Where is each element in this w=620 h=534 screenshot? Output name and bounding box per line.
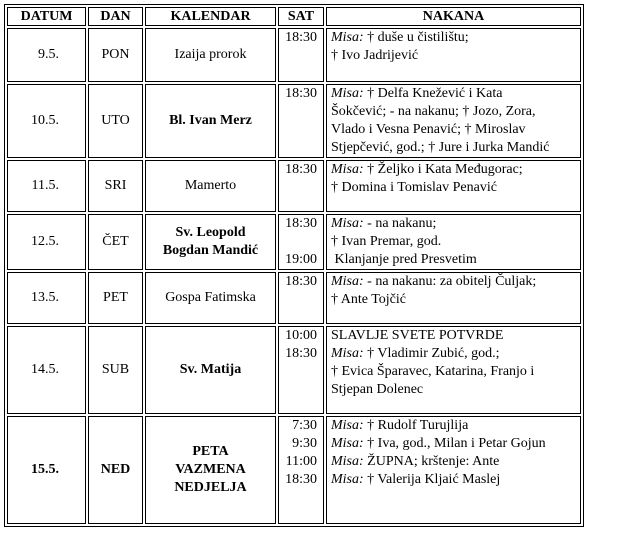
note-italic: Misa: bbox=[331, 274, 364, 289]
header-kalendar: KALENDAR bbox=[145, 7, 276, 26]
table-row bbox=[7, 326, 581, 414]
time-line: 18:30 bbox=[285, 162, 317, 177]
time-line: 10:00 bbox=[285, 328, 317, 343]
date-cell: 13.5. bbox=[7, 272, 86, 324]
note-line bbox=[331, 345, 577, 363]
note-text: † Domina i Tomislav Penavić bbox=[331, 180, 497, 195]
calendar-cell bbox=[145, 416, 276, 524]
time-line: 7:30 bbox=[292, 418, 317, 433]
notes-cell bbox=[326, 272, 581, 324]
note-italic: Misa: bbox=[331, 346, 364, 361]
time-line: 11:00 bbox=[285, 454, 317, 469]
notes-cell bbox=[326, 160, 581, 212]
note-line bbox=[331, 381, 577, 399]
note-line bbox=[331, 417, 577, 435]
note-italic: Misa: bbox=[331, 436, 364, 451]
calendar-cell bbox=[145, 326, 276, 414]
note-text: ŽUPNA; krštenje: Ante bbox=[363, 454, 500, 469]
header-nakana: NAKANA bbox=[326, 7, 581, 26]
time-cell bbox=[278, 326, 324, 414]
note-line bbox=[331, 47, 577, 65]
note-line bbox=[331, 251, 577, 269]
table-row bbox=[7, 272, 581, 324]
note-text: - na nakanu; bbox=[363, 216, 437, 231]
note-italic: Misa: bbox=[331, 216, 364, 231]
calendar-line: Izaija prorok bbox=[174, 47, 247, 62]
notes-cell bbox=[326, 214, 581, 270]
note-line bbox=[331, 103, 577, 121]
table-row bbox=[7, 416, 581, 524]
note-line bbox=[331, 291, 577, 309]
time-line: 18:30 bbox=[285, 472, 317, 487]
note-line bbox=[331, 327, 577, 345]
date-cell: 14.5. bbox=[7, 326, 86, 414]
notes-cell bbox=[326, 28, 581, 82]
time-line: 18:30 bbox=[285, 274, 317, 289]
table-row bbox=[7, 28, 581, 82]
date-cell: 11.5. bbox=[7, 160, 86, 212]
time-line: 19:00 bbox=[285, 252, 317, 267]
calendar-line: PETA bbox=[192, 444, 229, 459]
schedule-body bbox=[7, 28, 581, 524]
note-line bbox=[331, 233, 577, 251]
note-text: SLAVLJE SVETE POTVRDE bbox=[331, 328, 504, 343]
note-text: † Delfa Knežević i Kata bbox=[363, 86, 503, 101]
calendar-line: Sv. Leopold bbox=[175, 225, 246, 240]
calendar-cell bbox=[145, 214, 276, 270]
calendar-cell bbox=[145, 272, 276, 324]
schedule-table bbox=[4, 4, 584, 527]
note-text: † Željko i Kata Međugorac; bbox=[363, 162, 523, 177]
note-text: † Vladimir Zubić, god.; bbox=[363, 346, 500, 361]
note-italic: Misa: bbox=[331, 86, 364, 101]
note-italic: Misa: bbox=[331, 30, 364, 45]
time-cell bbox=[278, 28, 324, 82]
note-text: † duše u čistilištu; bbox=[363, 30, 469, 45]
note-line bbox=[331, 215, 577, 233]
calendar-line: Bogdan Mandić bbox=[162, 243, 259, 258]
date-cell: 9.5. bbox=[7, 28, 86, 82]
table-row bbox=[7, 84, 581, 158]
table-row bbox=[7, 160, 581, 212]
time-line: 9:30 bbox=[292, 436, 317, 451]
calendar-line: NEDJELJA bbox=[174, 480, 247, 495]
note-line bbox=[331, 29, 577, 47]
note-text: † Ante Tojčić bbox=[331, 292, 406, 307]
day-cell: UTO bbox=[88, 84, 143, 158]
calendar-cell bbox=[145, 160, 276, 212]
time-line: 18:30 bbox=[285, 346, 317, 361]
note-text: † Iva, god., Milan i Petar Gojun bbox=[363, 436, 546, 451]
header-datum: DATUM bbox=[7, 7, 86, 26]
day-cell: PON bbox=[88, 28, 143, 82]
table-row bbox=[7, 214, 581, 270]
note-text: Klanjanje pred Presvetim bbox=[331, 252, 477, 267]
time-cell bbox=[278, 84, 324, 158]
note-text: Stjepčević, god.; † Jure i Jurka Mandić bbox=[331, 140, 550, 155]
note-text: Vlado i Vesna Penavić; † Miroslav bbox=[331, 122, 526, 137]
note-italic: Misa: bbox=[331, 418, 364, 433]
header-dan: DAN bbox=[88, 7, 143, 26]
time-cell bbox=[278, 214, 324, 270]
date-cell: 15.5. bbox=[7, 416, 86, 524]
note-line bbox=[331, 363, 577, 381]
note-italic: Misa: bbox=[331, 162, 364, 177]
day-cell: SRI bbox=[88, 160, 143, 212]
note-italic: Misa: bbox=[331, 472, 364, 487]
note-line bbox=[331, 121, 577, 139]
day-cell: PET bbox=[88, 272, 143, 324]
note-line bbox=[331, 453, 577, 471]
note-text: † Ivo Jadrijević bbox=[331, 48, 419, 63]
notes-cell bbox=[326, 84, 581, 158]
note-line bbox=[331, 161, 577, 179]
calendar-line: Sv. Matija bbox=[179, 362, 242, 377]
calendar-line: Gospa Fatimska bbox=[165, 290, 256, 305]
notes-cell bbox=[326, 326, 581, 414]
header-sat: SAT bbox=[278, 7, 324, 26]
time-line bbox=[282, 233, 317, 251]
time-line: 18:30 bbox=[285, 216, 317, 231]
time-line: 18:30 bbox=[285, 30, 317, 45]
calendar-cell bbox=[145, 28, 276, 82]
time-cell bbox=[278, 272, 324, 324]
note-text: † Ivan Premar, god. bbox=[331, 234, 442, 249]
note-text: † Evica Šparavec, Katarina, Franjo i bbox=[331, 364, 535, 379]
note-text: Stjepan Dolenec bbox=[331, 382, 424, 397]
date-cell: 10.5. bbox=[7, 84, 86, 158]
note-text: - na nakanu: za obitelj Čuljak; bbox=[363, 274, 537, 289]
note-line bbox=[331, 273, 577, 291]
day-cell: NED bbox=[88, 416, 143, 524]
day-cell: SUB bbox=[88, 326, 143, 414]
date-cell: 12.5. bbox=[7, 214, 86, 270]
note-text: † Rudolf Turujlija bbox=[363, 418, 469, 433]
calendar-line: Bl. Ivan Merz bbox=[169, 113, 252, 128]
note-line bbox=[331, 471, 577, 489]
notes-cell bbox=[326, 416, 581, 524]
day-cell: ČET bbox=[88, 214, 143, 270]
note-line bbox=[331, 179, 577, 197]
time-cell bbox=[278, 160, 324, 212]
note-line bbox=[331, 139, 577, 157]
note-italic: Misa: bbox=[331, 454, 364, 469]
calendar-line: VAZMENA bbox=[175, 462, 246, 477]
note-text: † Valerija Kljaić Maslej bbox=[363, 472, 501, 487]
header-row bbox=[7, 7, 581, 26]
note-text: Šokčević; - na nakanu; † Jozo, Zora, bbox=[331, 104, 536, 119]
time-cell bbox=[278, 416, 324, 524]
note-line bbox=[331, 85, 577, 103]
note-line bbox=[331, 435, 577, 453]
time-line: 18:30 bbox=[285, 86, 317, 101]
calendar-cell bbox=[145, 84, 276, 158]
calendar-line: Mamerto bbox=[184, 178, 237, 193]
